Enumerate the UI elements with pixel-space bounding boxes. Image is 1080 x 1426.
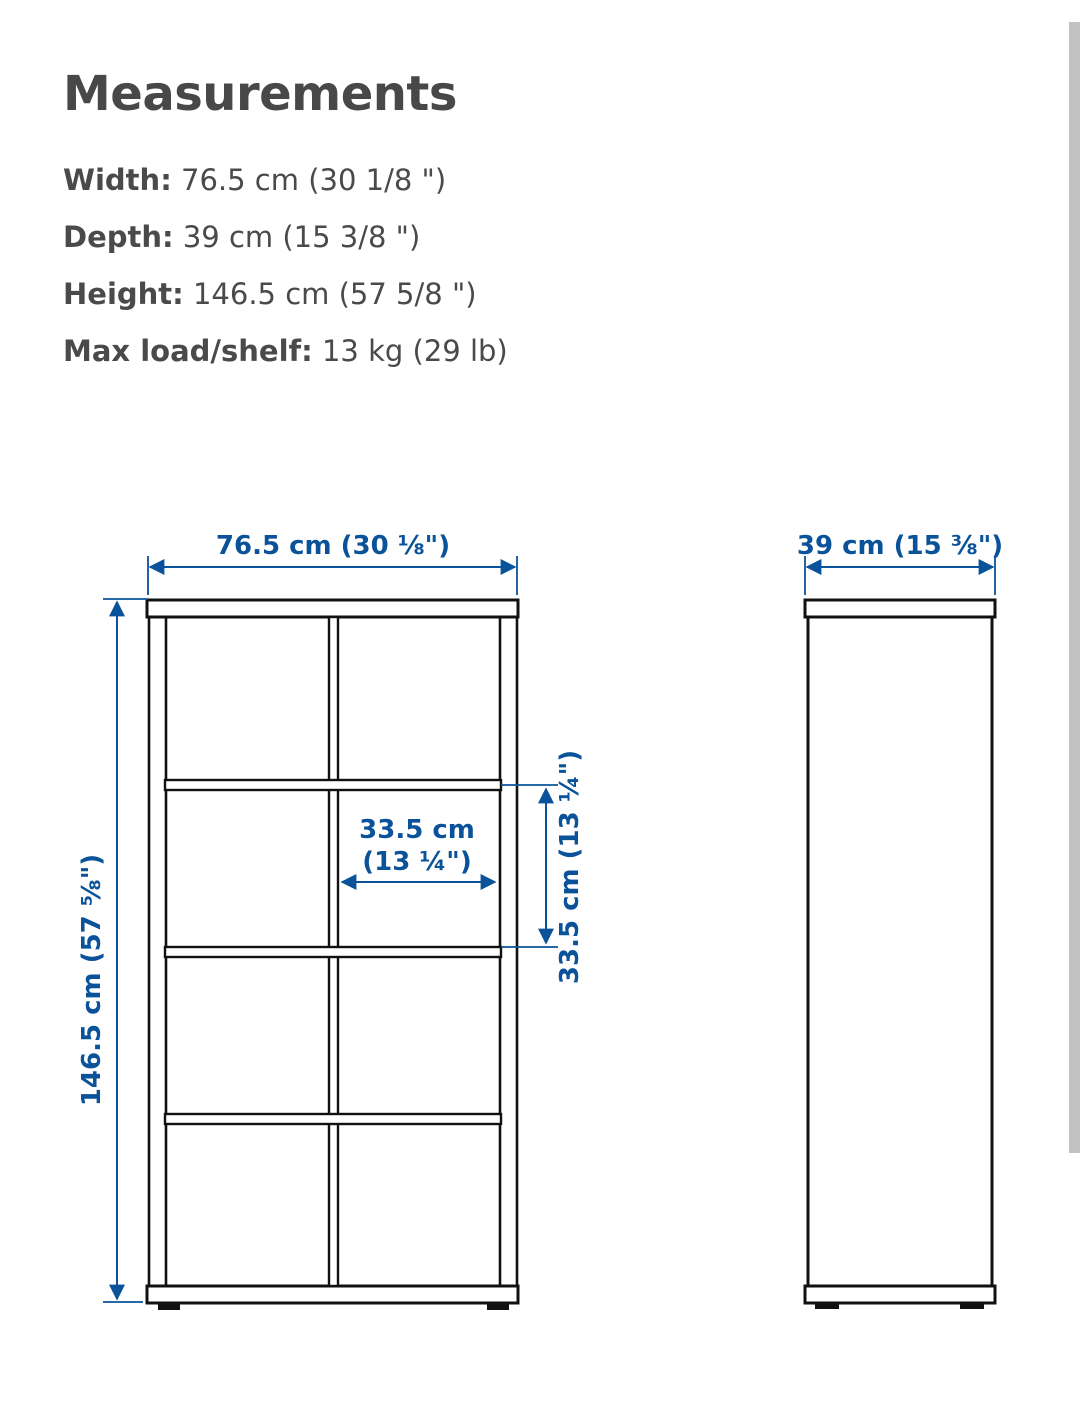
front-left-foot	[158, 1303, 180, 1310]
side-left-foot	[815, 1303, 839, 1309]
front-width-dimension	[148, 531, 517, 595]
spec-height-label: Height:	[63, 277, 184, 311]
spec-height	[63, 266, 508, 323]
side-view-drawing	[805, 600, 995, 1309]
front-right-foot	[487, 1303, 509, 1310]
spec-max-load	[63, 323, 508, 380]
front-left-wall	[149, 617, 166, 1286]
front-bottom-panel	[147, 1286, 518, 1303]
side-top-panel	[805, 600, 995, 617]
spec-width	[63, 152, 508, 209]
scrollbar-thumb[interactable]	[1069, 22, 1080, 1153]
side-bottom-panel	[805, 1286, 995, 1303]
front-top-panel	[147, 600, 518, 617]
cell-width-dimension-label-line1: 33.5 cm	[359, 815, 475, 845]
spec-height-value: 146.5 cm (57 5/8 ")	[192, 277, 477, 311]
page-title: Measurements	[63, 66, 457, 123]
side-depth-dimension	[797, 531, 1003, 595]
spec-width-value: 76.5 cm (30 1/8 ")	[181, 163, 447, 197]
side-body	[808, 617, 992, 1286]
front-height-dimension	[77, 599, 148, 1302]
spec-depth-label: Depth:	[63, 220, 174, 254]
front-width-dimension-label: 76.5 cm (30 ⅛")	[215, 531, 451, 561]
spec-max-load-value: 13 kg (29 lb)	[321, 334, 508, 368]
front-right-wall	[500, 617, 517, 1286]
cell-width-dimension	[342, 815, 495, 882]
cell-width-dimension-label-line2: (13 ¼")	[362, 847, 472, 877]
spec-width-label: Width:	[63, 163, 172, 197]
spec-max-load-label: Max load/shelf:	[63, 334, 313, 368]
front-shelf-2	[165, 947, 501, 957]
spec-depth	[63, 209, 508, 266]
front-height-dimension-label: 146.5 cm (57 ⅝")	[77, 853, 107, 1107]
spec-depth-value: 39 cm (15 3/8 ")	[182, 220, 421, 254]
front-shelf-1	[165, 780, 501, 790]
side-depth-dimension-label: 39 cm (15 ⅜")	[796, 531, 1004, 561]
measurements-diagram-svg	[0, 520, 1080, 1346]
measurements-diagram	[0, 520, 1080, 1346]
front-shelf-3	[165, 1114, 501, 1124]
cell-height-dimension-label: 33.5 cm (13 ¼")	[555, 749, 585, 985]
measurement-spec-list	[63, 152, 508, 380]
side-right-foot	[960, 1303, 984, 1309]
front-view-drawing	[147, 600, 518, 1310]
